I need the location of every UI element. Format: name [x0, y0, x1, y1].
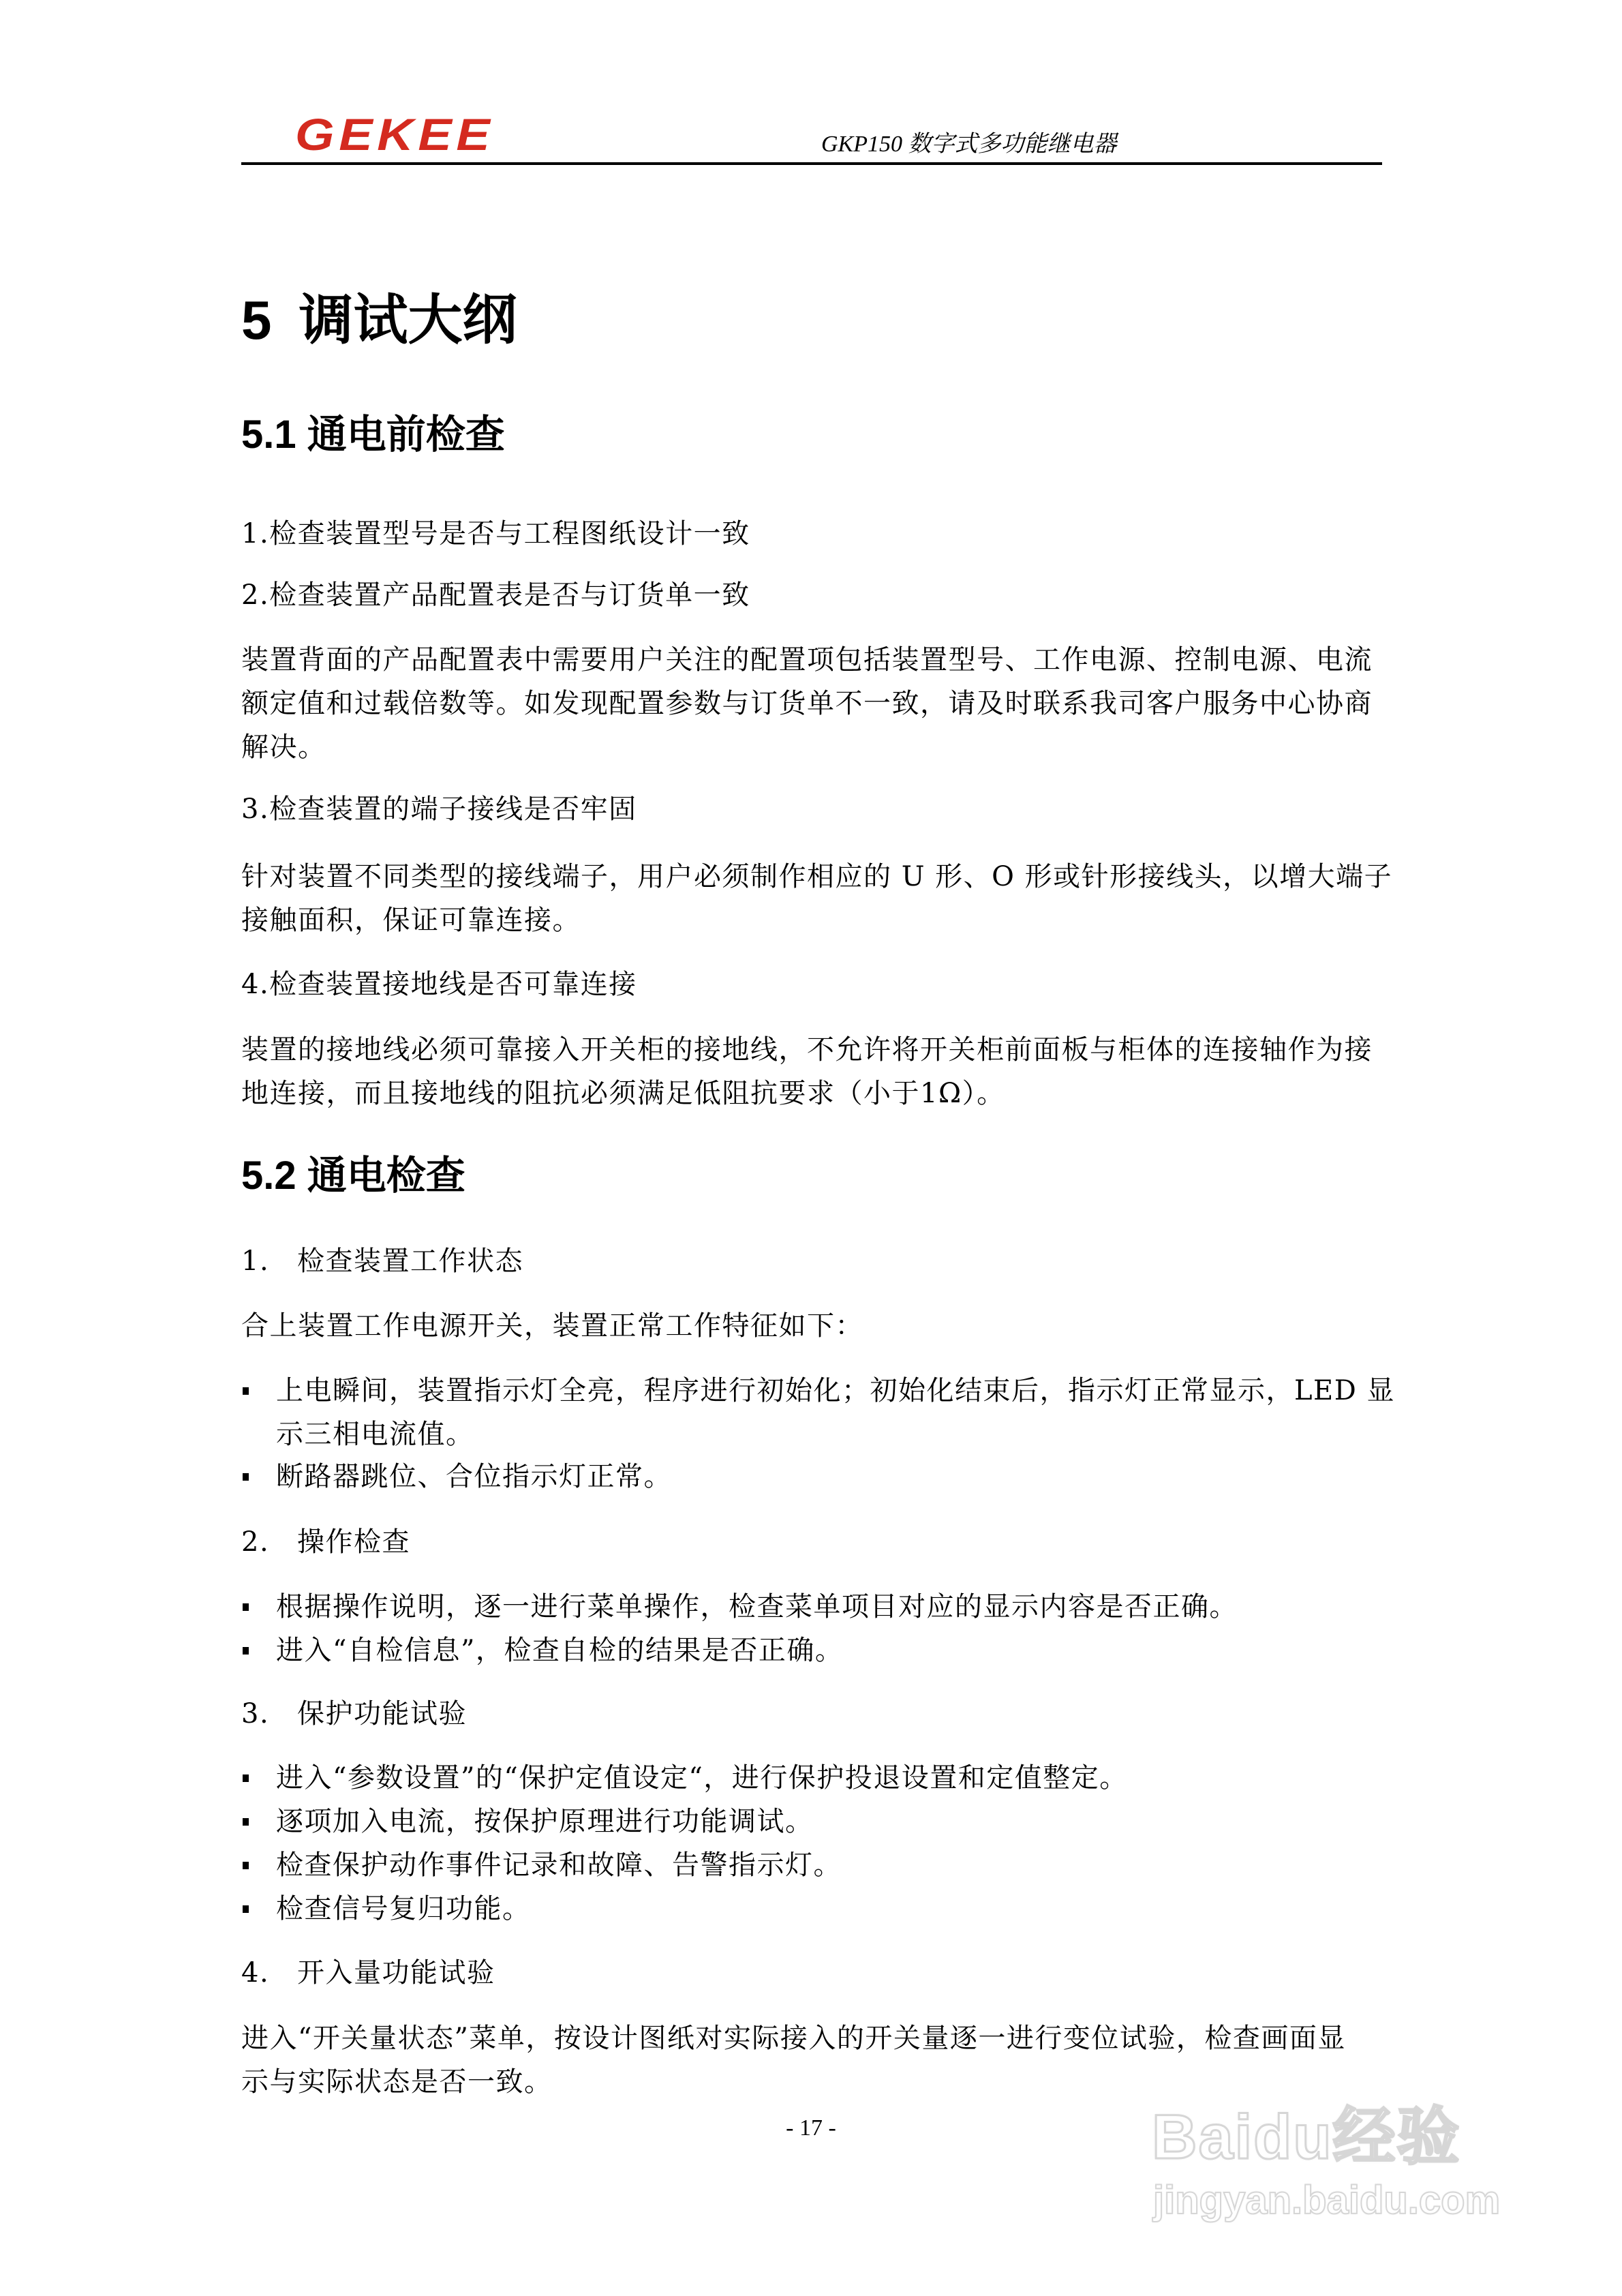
paragraph-line: 进入“开关量状态”菜单，按设计图纸对实际接入的开关量逐一进行变位试验，检查画面显	[241, 2023, 1346, 2054]
check-item-2	[241, 573, 1386, 617]
bullet-item	[241, 1843, 842, 1887]
section-heading-5-2: 5.2 通电检查	[241, 1153, 465, 1198]
check-item-3	[241, 787, 1386, 831]
header-divider	[241, 162, 1382, 165]
bullet-item	[241, 1369, 1395, 1456]
bullet-text: 进入“自检信息”，检查自检的结果是否正确。	[276, 1635, 844, 1666]
paragraph-config-table	[241, 638, 1386, 769]
paragraph-line: 针对装置不同类型的接线端子，用户必须制作相应的 U 形、O 形或针形接线头，以增大端子	[241, 861, 1393, 892]
chapter-title: 调试大纲	[299, 290, 517, 350]
item-text: 检查装置产品配置表是否与订货单一致	[269, 579, 750, 611]
item-text: 保护功能试验	[297, 1698, 467, 1729]
square-bullet-icon	[243, 1387, 249, 1395]
bullet-text: 检查保护动作事件记录和故障、告警指示灯。	[276, 1849, 842, 1881]
item-number: 4.	[241, 969, 270, 1000]
bullet-text: 逐项加入电流，按保护原理进行功能调试。	[276, 1806, 814, 1837]
square-bullet-icon	[243, 1774, 249, 1782]
bullet-item	[241, 1585, 1238, 1629]
paragraph-line: 装置的接地线必须可靠接入开关柜的接地线，不允许将开关柜前面板与柜体的连接轴作为接	[241, 1034, 1373, 1066]
item-text: 检查装置接地线是否可靠连接	[269, 969, 637, 1000]
section-heading-5-1: 5.1 通电前检查	[241, 412, 505, 457]
bullet-text: 检查信号复归功能。	[276, 1893, 531, 1924]
paragraph-binary-input	[241, 2016, 1386, 2104]
paragraph-line: 额定值和过载倍数等。如发现配置参数与订货单不一致，请及时联系我司客户服务中心协商	[241, 688, 1373, 719]
document-title: GKP150 数字式多功能继电器	[821, 132, 1117, 157]
paragraph-grounding	[241, 1028, 1386, 1115]
bullet-item	[241, 1800, 814, 1843]
square-bullet-icon	[243, 1818, 249, 1826]
chapter-number: 5	[241, 290, 272, 350]
square-bullet-icon	[243, 1905, 249, 1913]
watermark-brand: Baidu经验	[1152, 2102, 1461, 2172]
bullet-text-continued: 示三相电流值。	[276, 1419, 474, 1450]
square-bullet-icon	[243, 1603, 249, 1611]
bullet-text: 根据操作说明，逐一进行菜单操作，检查菜单项目对应的显示内容是否正确。	[276, 1591, 1238, 1622]
watermark-url: jingyan.baidu.com	[1153, 2178, 1501, 2222]
test-item-1	[241, 1239, 1386, 1283]
baidu-watermark	[1152, 2100, 1533, 2236]
paragraph-line: 装置背面的产品配置表中需要用户关注的配置项包括装置型号、工作电源、控制电源、电流	[241, 644, 1373, 676]
paragraph-line: 接触面积，保证可靠连接。	[241, 905, 581, 936]
chapter-heading	[241, 286, 517, 354]
intro-text: 合上装置工作电源开关，装置正常工作特征如下：	[241, 1310, 863, 1342]
item-text: 操作检查	[297, 1526, 410, 1558]
test-item-2	[241, 1520, 1386, 1564]
bullet-item	[241, 1455, 672, 1498]
bullet-item	[241, 1887, 531, 1931]
paragraph-line: 地连接，而且接地线的阻抗必须满足低阻抗要求（小于1Ω）。	[241, 1078, 1005, 1109]
bullet-item	[241, 1756, 1128, 1800]
item-number: 3.	[241, 794, 270, 825]
paragraph-terminals	[241, 855, 1393, 942]
paragraph-line: 解决。	[241, 731, 326, 763]
item-number: 2.	[241, 579, 270, 611]
bullet-item	[241, 1629, 843, 1672]
item-text: 检查装置工作状态	[297, 1245, 523, 1277]
square-bullet-icon	[243, 1473, 249, 1481]
square-bullet-icon	[243, 1862, 249, 1869]
check-item-4	[241, 963, 1386, 1006]
item-text: 开入量功能试验	[297, 1957, 495, 1989]
item-number: 2.	[241, 1526, 270, 1558]
check-item-1	[241, 512, 1386, 556]
bullet-text: 断路器跳位、合位指示灯正常。	[276, 1461, 672, 1492]
page-number: - 17 -	[786, 2115, 836, 2141]
bullet-text: 上电瞬间，装置指示灯全亮，程序进行初始化；初始化结束后，指示灯正常显示，LED 显	[276, 1375, 1396, 1406]
bullet-text: 进入“参数设置”的“保护定值设定“，进行保护投退设置和定值整定。	[276, 1762, 1128, 1794]
square-bullet-icon	[243, 1647, 249, 1655]
item-number: 1.	[241, 518, 270, 549]
gekee-logo: GEKEE	[295, 109, 495, 160]
test-item-4	[241, 1951, 1386, 1995]
item-number: 1.	[241, 1245, 270, 1277]
item-text: 检查装置型号是否与工程图纸设计一致	[269, 518, 750, 549]
test-item-3	[241, 1692, 1386, 1736]
item-number: 4.	[241, 1957, 270, 1989]
paragraph-line: 示与实际状态是否一致。	[241, 2066, 553, 2098]
item-text: 检查装置的端子接线是否牢固	[269, 794, 637, 825]
item-number: 3.	[241, 1698, 270, 1729]
